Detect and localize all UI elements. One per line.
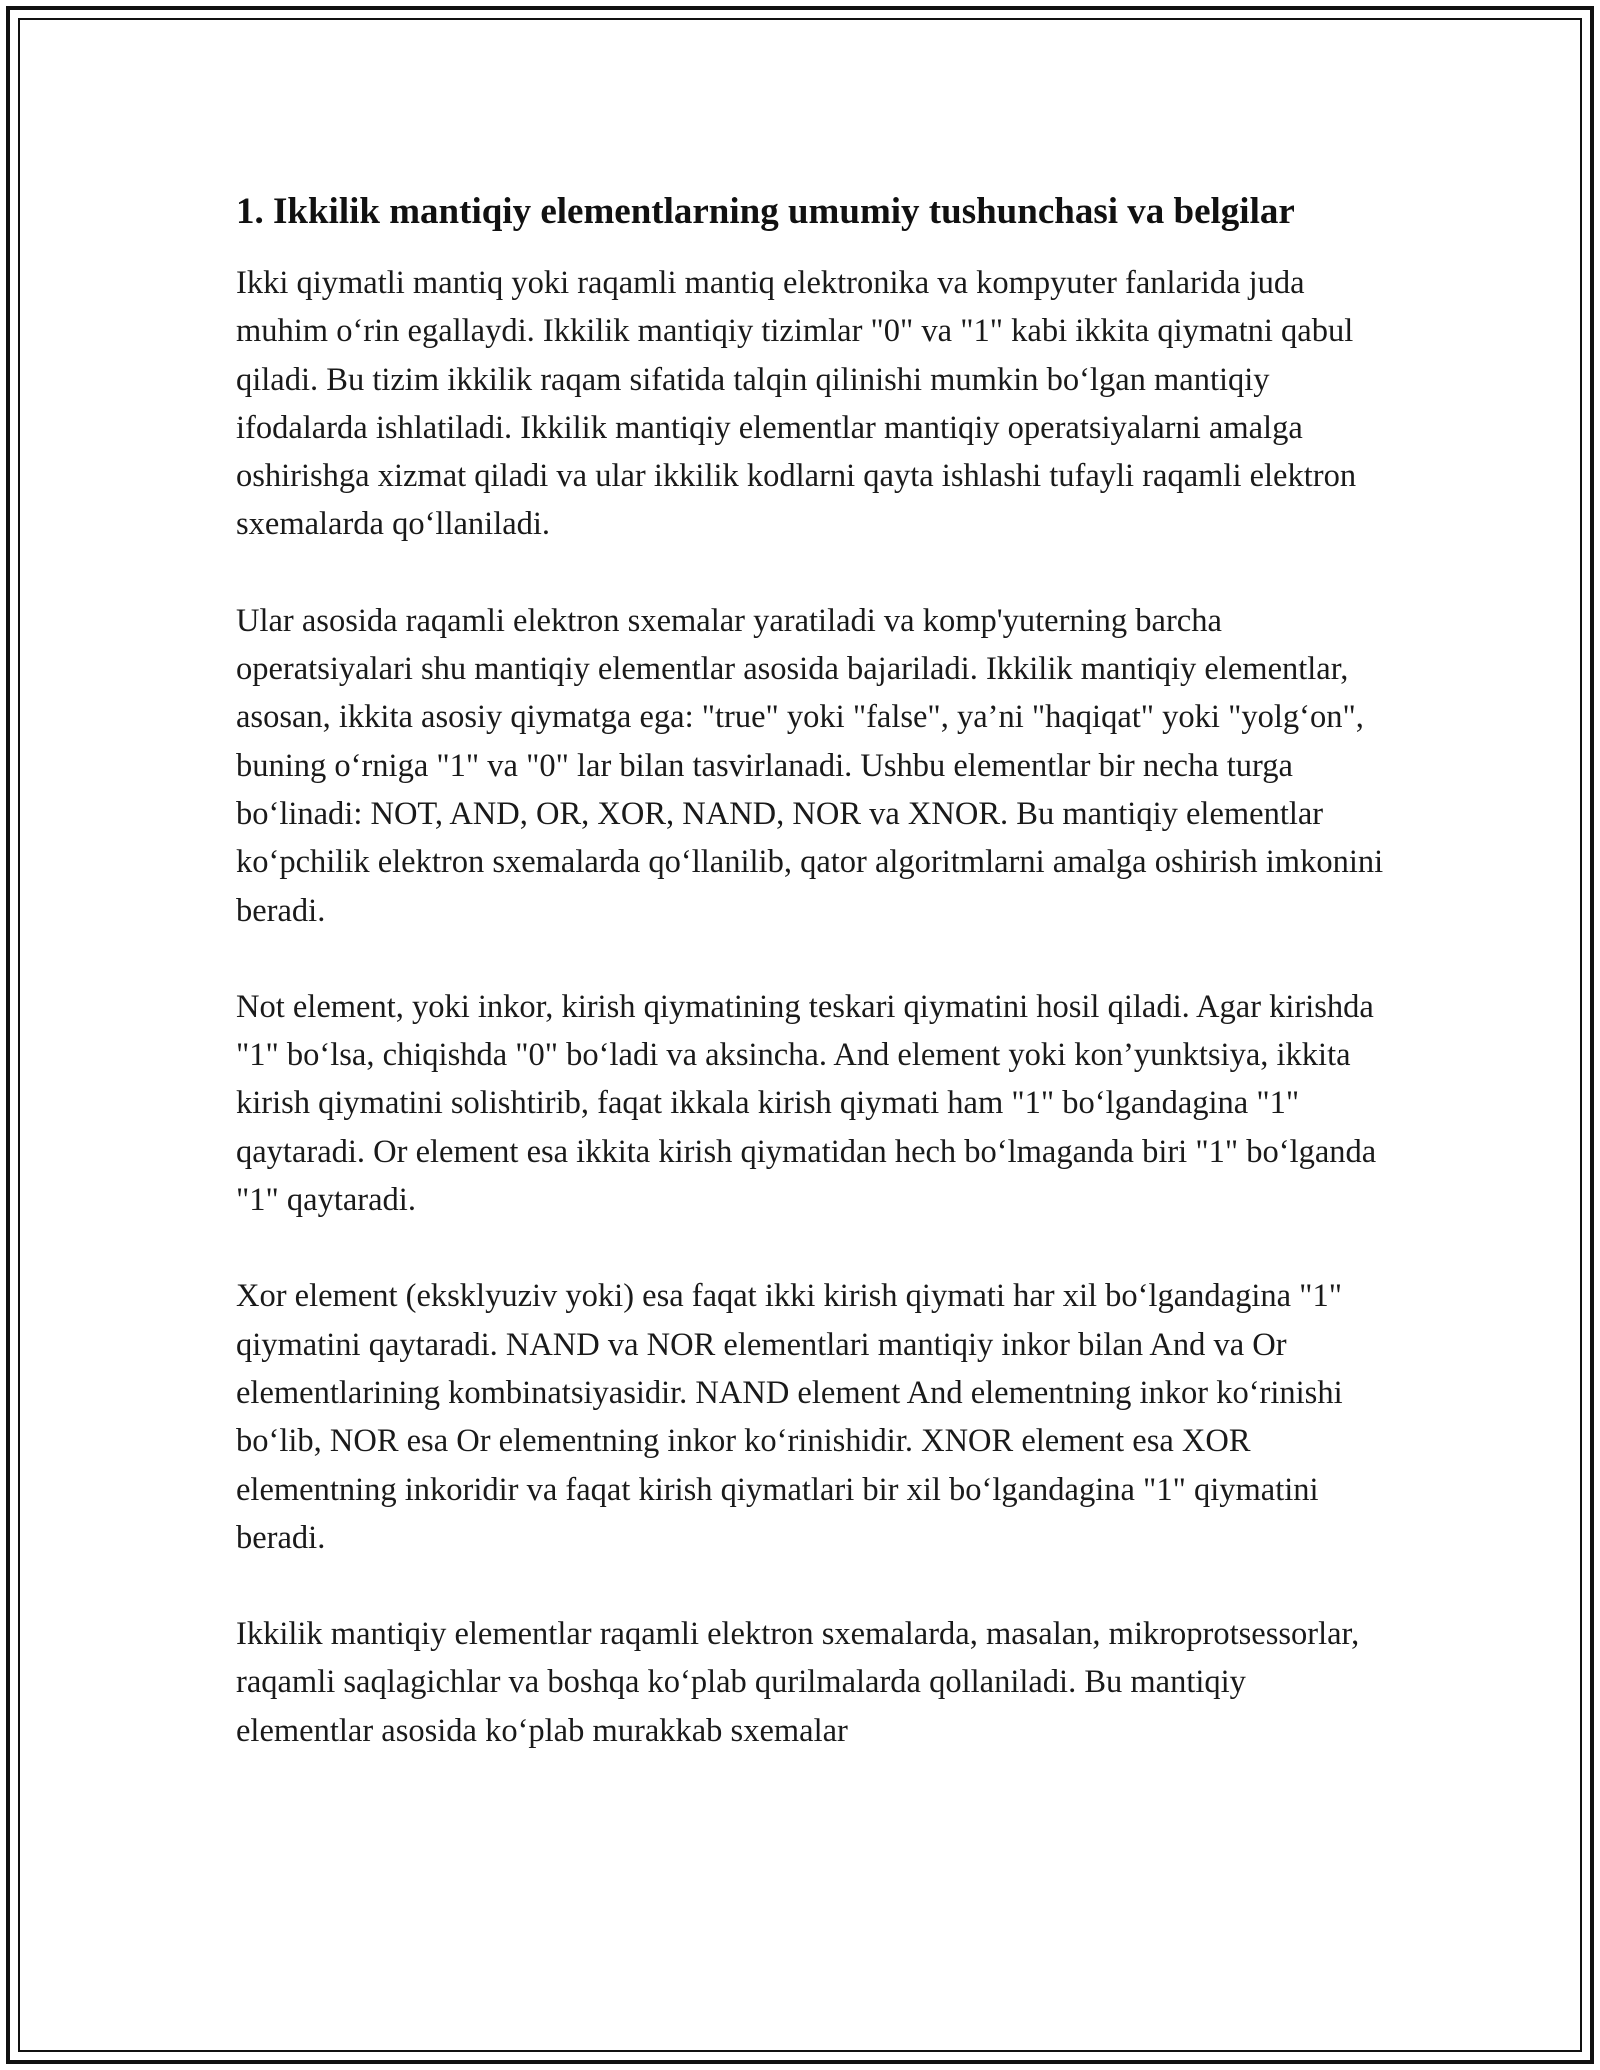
- document-body: [236, 184, 1386, 1755]
- paragraph-3: Not element, yoki inkor, kirish qiymatining teskari qiymatini hosil qiladi. Agar kirishda "1" bo‘lsa, chiqishda "0" bo‘ladi va aksincha. And element yoki kon’yunktsiya, ikkita kirish qiymatini solishtirib, faqat ikkala kirish qiymati ham "1" bo‘lgandagina "1" qaytaradi. Or element esa ikkita kirish qiymatidan hech bo‘lmaganda biri "1" bo‘lganda "1" qaytaradi.: [236, 988, 1377, 1219]
- paragraph-5: Ikkilik mantiqiy elementlar raqamli elektron sxemalarda, masalan, mikroprotsessorlar, raqamli saqlagichlar va boshqa ko‘plab qurilmalarda qollaniladi. Bu mantiqiy elementlar asosida ko‘plab murakkab sxemalar: [236, 1616, 1360, 1749]
- paragraph-1: Ikki qiymatli mantiq yoki raqamli mantiq elektronika va kompyuter fanlarida juda muhim o‘rin egallaydi. Ikkilik mantiqiy tizimlar "0" va "1" kabi ikkita qiymatni qabul qiladi. Bu tizim ikkilik raqam sifatida talqin qilinishi mumkin bo‘lgan mantiqiy ifodalarda ishlatiladi. Ikkilik mantiqiy elementlar mantiqiy operatsiyalarni amalga oshirishga xizmat qiladi va ular ikkilik kodlarni qayta ishlashi tufayli raqamli elektron sxemalarda qo‘llaniladi.: [236, 265, 1357, 543]
- paragraph-2: Ular asosida raqamli elektron sxemalar yaratiladi va komp'yuterning barcha operatsiyalari shu mantiqiy elementlar asosida bajariladi. Ikkilik mantiqiy elementlar, asosan, ikkita asosiy qiymatga ega: "true" yoki "false", ya’ni "haqiqat" yoki "yolg‘on", buning o‘rniga "1" va "0" lar bilan tasvirlanadi. Ushbu elementlar bir necha turga bo‘linadi: NOT, AND, OR, XOR, NAND, NOR va XNOR. Bu mantiqiy elementlar ko‘pchilik elektron sxemalarda qo‘llanilib, qator algoritmlarni amalga oshirish imkonini beradi.: [236, 602, 1384, 929]
- section-heading: 1. Ikkilik mantiqiy elementlarning umumiy tushunchasi va belgilar: [236, 191, 1295, 232]
- paragraph-4: Xor element (eksklyuziv yoki) esa faqat ikki kirish qiymati har xil bo‘lgandagina "1" qiymatini qaytaradi. NAND va NOR elementlari mantiqiy inkor bilan And va Or elementlarining kombinatsiyasidir. NAND element And elementning inkor ko‘rinishi bo‘lib, NOR esa Or elementning inkor ko‘rinishidir. XNOR element esa XOR elementning inkoridir va faqat kirish qiymatlari bir xil bo‘lgandagina "1" qiymatini beradi.: [236, 1278, 1343, 1556]
